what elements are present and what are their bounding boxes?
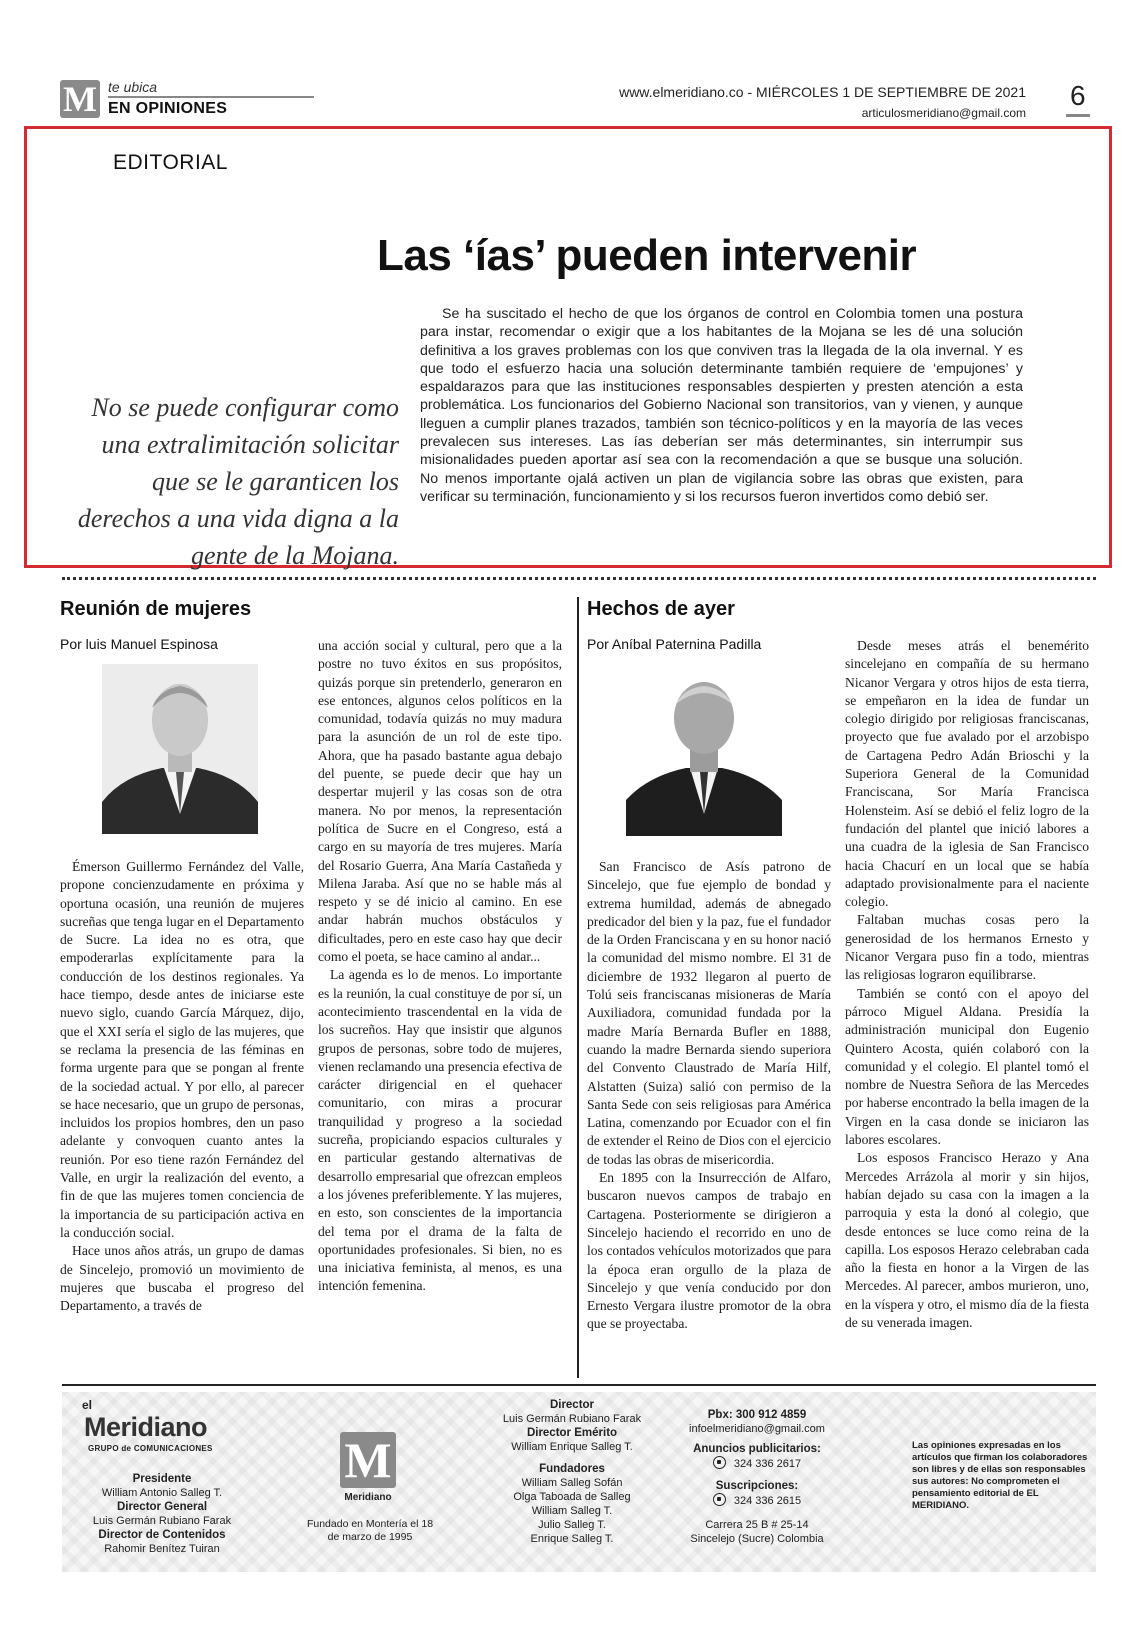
- editorial-headline: Las ‘ías’ pueden intervenir: [377, 231, 917, 280]
- author-photo-paternina: [626, 666, 782, 836]
- meridiano-logo: M: [60, 80, 100, 118]
- tagline: te ubica: [108, 79, 158, 95]
- paragraph: Hace unos años atrás, un grupo de damas de Sincelejo, promovió un movimiento de mujeres que buscaba el progreso del Departamento, a través de: [60, 1243, 304, 1314]
- footer-executives: [62, 1472, 262, 1556]
- byline-espinosa: Por luis Manuel Espinosa: [60, 636, 218, 652]
- fundadores-label: Fundadores: [539, 1463, 605, 1475]
- paragraph: Émerson Guillermo Fernández del Valle, propone concienzudamente en próxima y oportuna ocasión, una reunión de mujeres sucreñas que tenga lugar en el Departamento de Sucre. La idea no es otra, que empoderarlas explícitamente para la conducción de los destinos regionales. Ya hace tiempo, desde antes de iniciarse este nuevo siglo, cuando García Márquez, dijo, que el XXI sería el siglo de las mujeres, que se reclama la presencia de las féminas en forma urgente para que se pongan al frente de la sociedad actual. Y por ello, al parecer se hace necesario, que un grupo de personas, incluidos los propios hombres, den un paso adelante y convoquen cuanto antes la reunión. Por eso tiene razón Fernández del Valle, en urgir la realización del evento, a fin de que las mujeres tomen conciencia de la importancia de su participación activa en la conducción social.: [60, 859, 304, 1240]
- article-right-col1: [587, 858, 831, 1334]
- director-label: Director: [549, 1399, 595, 1411]
- whatsapp-icon: [713, 1493, 726, 1506]
- paragraph: Faltaban muchas cosas pero la generosidad de los hermanos Ernesto y Nicanor Vergara puso fin a todo, mientras las religiosas lograron equilibrarse.: [845, 912, 1089, 983]
- footer-brand-logo: Meridiano: [84, 1412, 208, 1442]
- director-contenidos-name: Rahomir Benítez Tuiran: [104, 1543, 220, 1555]
- section-name: EN OPINIONES: [108, 100, 228, 117]
- footer-address: Carrera 25 B # 25-14: [705, 1519, 809, 1531]
- fundador-name: William Salleg T.: [531, 1505, 613, 1517]
- page-number-rule: [1066, 114, 1090, 117]
- anuncios-line: [662, 1456, 852, 1471]
- suscripciones-phone: 324 336 2615: [733, 1495, 802, 1507]
- paragraph: Los esposos Francisco Herazo y Ana Mercedes Arrázola al morir y sin hijos, habían dejado su casa con la imagen a la parroquia y esta la donó al colegio, que desde entonces se luce como reina de la capilla. Los esposos Herazo celebraban cada año la fiesta en honor a la Virgen de las Mercedes. Al parecer, ambos murieron, uno, en la víspera y otro, el mismo día de la fiesta de su venerada imagen.: [845, 1150, 1089, 1330]
- presidente-label: Presidente: [132, 1473, 192, 1485]
- column-divider: [577, 597, 579, 1378]
- footer-m-logo: M: [340, 1432, 396, 1488]
- pull-quote: No se puede configurar como una extralimitación solicitar que se le garanticen los derechos a una vida digna a la gente de la Mojana.: [77, 393, 399, 570]
- footer-contact: [662, 1408, 852, 1546]
- anuncios-label: Anuncios publicitarios:: [693, 1443, 821, 1455]
- footer-logo-name: Meridiano: [344, 1492, 392, 1503]
- fundador-name: Enrique Salleg T.: [530, 1533, 614, 1545]
- footer-disclaimer: Las opiniones expresadas en los artículos que firman los colaboradores son libres y de ellas son responsables sus autores: No comprometen el pensamiento editorial de EL MERIDIANO.: [912, 1440, 1088, 1511]
- article-title-hechos: Hechos de ayer: [587, 598, 735, 620]
- page-number: 6: [1070, 80, 1086, 111]
- editorial-box: [24, 126, 1112, 568]
- footer-email: infoelmeridiano@gmail.com: [689, 1423, 825, 1435]
- director-general-name: Luis Germán Rubiano Farak: [92, 1515, 232, 1527]
- masthead: [0, 0, 1144, 124]
- footer-directors: [472, 1398, 672, 1546]
- footer-brand-sub: GRUPO de COMUNICACIONES: [88, 1444, 213, 1453]
- editorial-body: Se ha suscitado el hecho de que los órganos de control en Colombia tomen una postura para instar, recomendar o exigir que a los habitantes de la Mojana se les dé una solución definitiva a los graves problemas con los que conviven tras la llegada de la ola invernal. Y es que todo el esfuerzo hacia una solución determinante también requiere de ‘empujones’ y espaldarazos para que las instituciones responsables despierten y presten atención a esta problemática. Los funcionarios del Gobierno Nacional son transitorios, van y vienen, y aunque lleguen a cumplir planes trazados, también son técnico-políticos y en la mayoría de las veces prevalecen sus intereses. Las ías deberían ser más determinantes, sin interrumpir sus misionalidades pueden aportar así sea con la recomendación a que se busque una solución. No menos importante ojalá activen un plan de vigilancia sobre las obras que existen, para verificar su terminación, funcionamiento y si los recursos fueron invertidos como debió ser.: [420, 306, 1023, 505]
- director-general-label: Director General: [116, 1501, 208, 1513]
- author-photo-espinosa: [102, 664, 258, 834]
- footer-brand-prefix: el: [82, 1398, 93, 1412]
- pbx-number: Pbx: 300 912 4859: [707, 1409, 807, 1421]
- director-contenidos-label: Director de Contenidos: [98, 1529, 226, 1541]
- director-emerito-label: Director Emérito: [526, 1427, 618, 1439]
- suscripciones-line: [662, 1493, 852, 1508]
- masthead-rule: [108, 96, 314, 98]
- article-left-col1: [60, 858, 304, 1315]
- footer-city: Sincelejo (Sucre) Colombia: [690, 1533, 824, 1545]
- fundador-name: Julio Salleg T.: [538, 1519, 606, 1531]
- presidente-name: William Antonio Salleg T.: [101, 1487, 223, 1499]
- paragraph: También se contó con el apoyo del párroco Miguel Aldana. Presidía la administración municipal don Eugenio Quintero Acosta, quién colaboró con la comunidad y el colegio. El plantel tomó el nombre de Nuestra Señora de las Mercedes por haberse encontrado la bella imagen de la Virgen en la casa donde se iniciaron las labores escolares.: [845, 985, 1089, 1148]
- footer-credits: [62, 1392, 1096, 1572]
- editorial-label: EDITORIAL: [113, 151, 228, 174]
- anuncios-phone: 324 336 2617: [733, 1458, 802, 1470]
- article-right-col2: [845, 637, 1089, 1332]
- contact-email: articulosmeridiano@gmail.com: [861, 106, 1026, 120]
- fundador-name: William Salleg Sofán: [521, 1477, 623, 1489]
- article-title-reunion: Reunión de mujeres: [60, 598, 252, 620]
- paragraph: En 1895 con la Insurrección de Alfaro, buscaron nuevos campos de trabajo en Cartagena. Posteriormente se dirigieron a Sincelejo haciendo el recorrido en uno de los contados vehículos motorizados que para la época eran orgullo de la plaza de Sincelejo y que venía conducido por don Ernesto Vergara ilustre promotor de la obra que se proyectaba.: [587, 1170, 831, 1332]
- paragraph: San Francisco de Asís patrono de Sincelejo, que fue ejemplo de bondad y extrema humildad, además de abnegado predicador del bien y la paz, fue el fundador de la Orden Franciscana y en su honor nació la comunidad del mismo nombre. El 31 de diciembre de 1932 llegaron al puerto de Tolú seis franciscanas misioneras de María Auxiliadora, comunidad fundada por la madre María Bernarda Bufler en 1888, cuando la madre Bernarda siendo superiora del Convento Claustrado de María Hilf, Alstatten (Suiza) salió con permiso de la Santa Sede con seis religiosas para América Latina, comenzando por Ecuador con el fin de extender el Reino de Dios con el ejercicio de todas las obras de misericordia.: [587, 859, 831, 1167]
- dotted-divider: [62, 577, 1096, 580]
- article-left-col2: [318, 637, 562, 1296]
- paragraph: La agenda es lo de menos. Lo importante es la reunión, la cual constituye de por sí, un acontecimiento trascendental en la vida de los sucreños. Hay que insistir que algunos grupos de personas, sobre todo de mujeres, vienen reclamando una presencia efectiva de carácter dirigencial en el quehacer comunitario, con miras a procurar tranquilidad y progreso a la sociedad sucreña, propiciando espacios culturales y en particular gestando alternativas de desarrollo empresarial que ofrezcan empleos a los jóvenes preferiblemente. Y las mujeres, en esto, son conscientes de la importancia del tema por el drama de la falta de oportunidades profesionales. Si bien, no es una iniciativa feminista, al menos, es una intención femenina.: [318, 967, 562, 1294]
- whatsapp-icon: [713, 1456, 726, 1469]
- director-emerito-name: William Enrique Salleg T.: [511, 1441, 633, 1453]
- director-name: Luis Germán Rubiano Farak: [502, 1413, 642, 1425]
- suscripciones-label: Suscripciones:: [715, 1480, 799, 1492]
- byline-paternina: Por Aníbal Paternina Padilla: [587, 636, 762, 652]
- paragraph: una acción social y cultural, pero que a la postre no tuvo éxitos en sus propósitos, quizás porque sin pretenderlo, generaron en ese entonces, algunos celos políticos en la comunidad, todavía quizás no muy madura para la asunción de un rol de este tipo. Ahora, que ha pasado bastante agua debajo del puente, se puede decir que hay un despertar mujeril y las cosas son de otra manera. No por menos, la representación política de Sucre en el Congreso, está a cargo en su mayoría de tres mujeres. María del Rosario Guerra, Ana María Castañeda y Milena Jaraba. Así que no se hable más al respeto y se dé inicio al camino. En ese andar habrán muchos obstáculos y dificultades, pero en este caso hay que decir como el poeta, se hace camino al andar...: [318, 638, 562, 965]
- date-line: www.elmeridiano.co - MIÉRCOLES 1 DE SEPTIEMBRE DE 2021: [619, 84, 1026, 100]
- paragraph: Desde meses atrás el benemérito sincelejano en compañía de su hermano Nicanor Vergara y otros hijos de esta tierra, se empeñaron en la idea de fundar un colegio dirigido por religiosas franciscanas, proyecto que fue avalado por el arzobispo de Cartagena Pedro Adán Brioschi y la Superiora General de la Comunidad Franciscana, Sor María Francisca Holensteim. Así se debió el feliz logro de la fundación del plantel que inició labores a una cuadra de la iglesia de San Francisco hacia Chacurí en un local que se había adaptado provisionalmente para el naciente colegio.: [845, 638, 1089, 910]
- founded-note: Fundado en Montería el 18 de marzo de 1995: [306, 1518, 434, 1543]
- fundador-name: Olga Taboada de Salleg: [513, 1491, 631, 1503]
- bottom-rule: [62, 1384, 1096, 1386]
